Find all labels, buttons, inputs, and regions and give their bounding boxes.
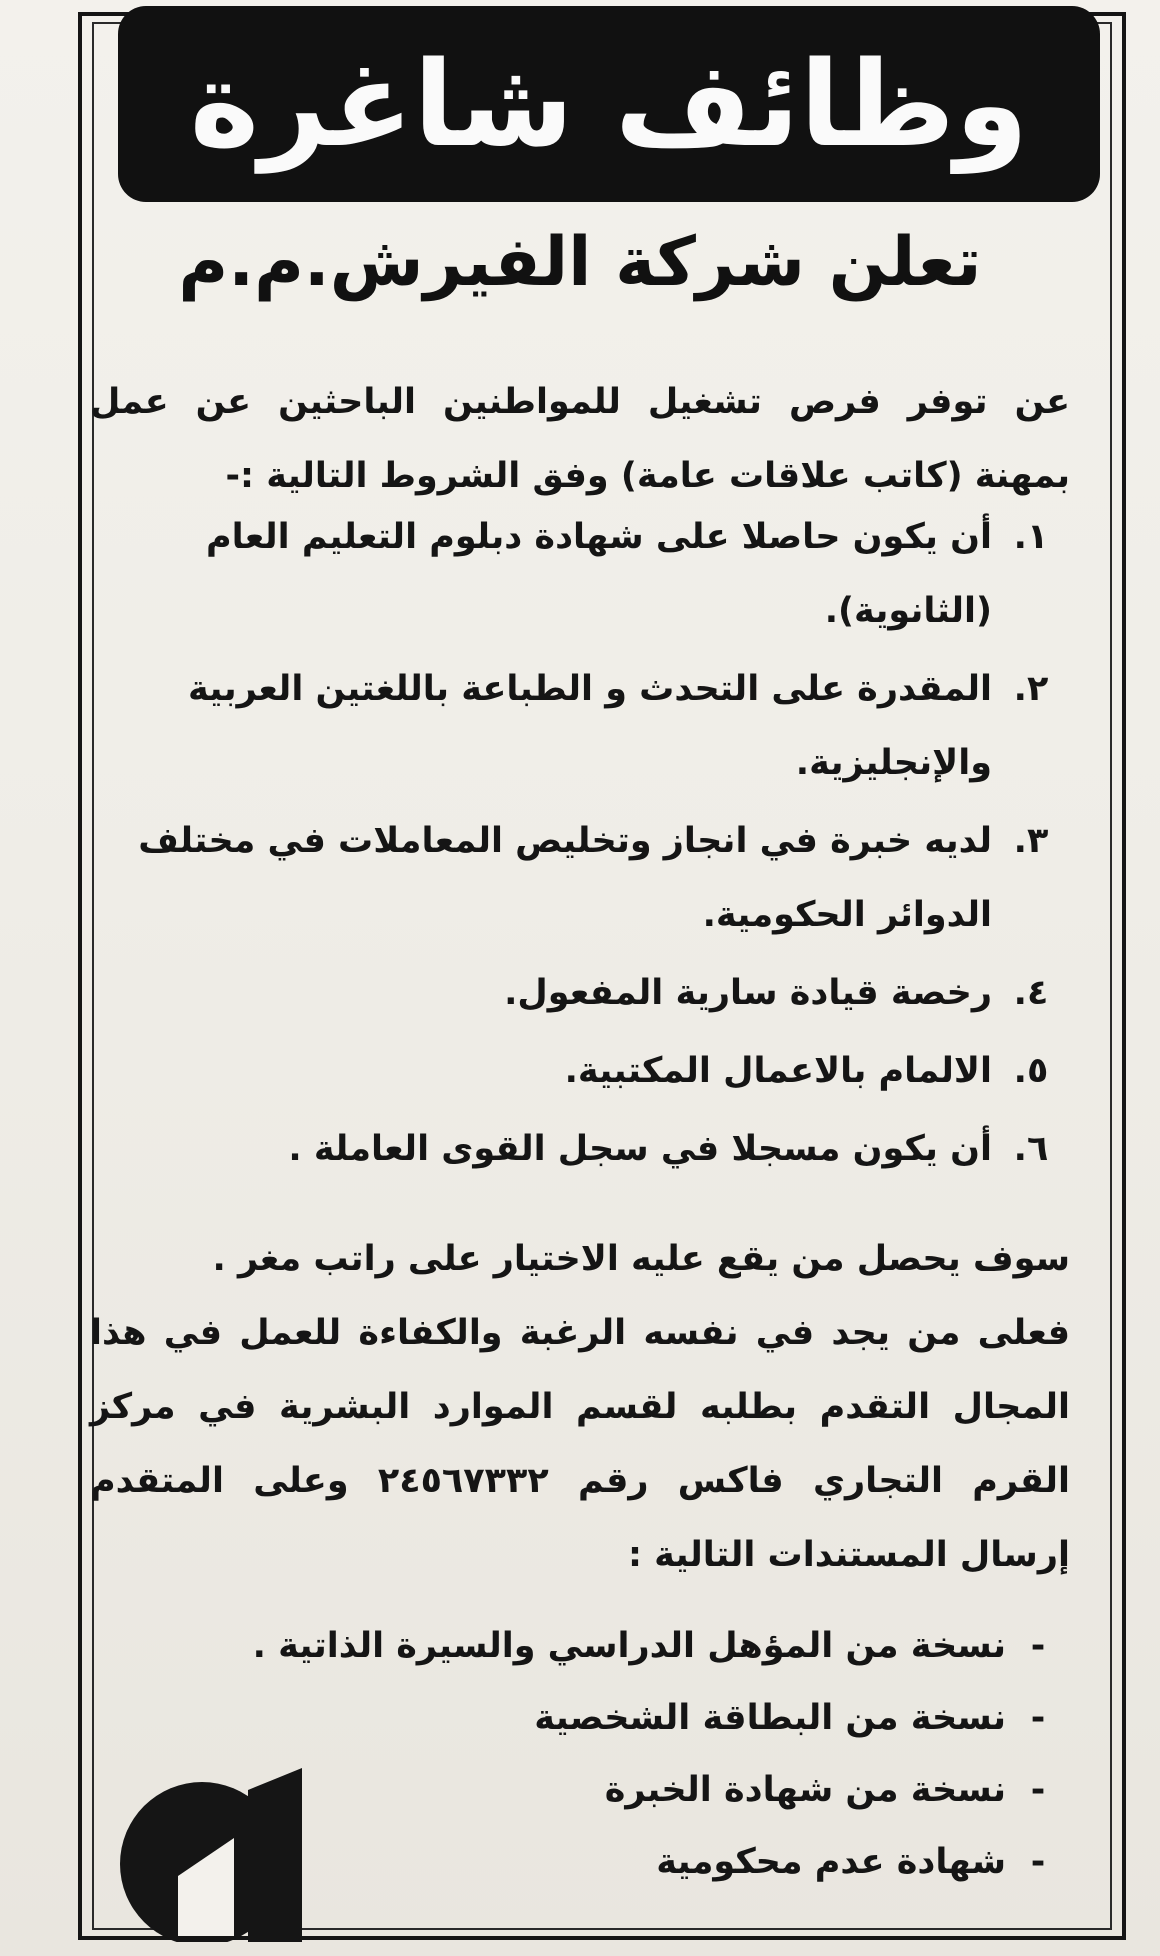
condition-item xyxy=(90,1034,1070,1108)
document-text: نسخة من البطاقة الشخصية xyxy=(534,1698,1006,1738)
condition-item xyxy=(90,652,1070,800)
intro-paragraph: عن توفر فرص تشغيل للمواطنين الباحثين عن عمل بمهنة (كاتب علاقات عامة) وفق الشروط التالية :- xyxy=(90,382,1070,496)
vacancies-banner xyxy=(118,6,1100,202)
condition-text: رخصة قيادة سارية المفعول. xyxy=(504,973,992,1013)
condition-number: ٢. xyxy=(1013,669,1049,709)
condition-number: ٤. xyxy=(1013,973,1049,1013)
condition-item xyxy=(90,1112,1070,1186)
document-dash: - xyxy=(1030,1698,1046,1738)
document-item xyxy=(190,1610,1070,1682)
condition-text: لديه خبرة في انجاز وتخليص المعاملات في مختلف الدوائر الحكومية. xyxy=(138,821,992,935)
document-text: نسخة من المؤهل الدراسي والسيرة الذاتية . xyxy=(252,1626,1006,1666)
condition-text: أن يكون حاصلا على شهادة دبلوم التعليم العام (الثانوية). xyxy=(205,517,992,631)
condition-item xyxy=(90,956,1070,1030)
condition-item xyxy=(90,500,1070,648)
condition-text: الالمام بالاعمال المكتبية. xyxy=(564,1051,992,1091)
condition-number: ٦. xyxy=(1013,1129,1049,1169)
company-heading: تعلن شركة الفيرش.م.م xyxy=(178,223,982,302)
documents-list xyxy=(190,1610,1070,1898)
condition-number: ٣. xyxy=(1013,821,1049,861)
publisher-logo-icon xyxy=(108,1768,302,1942)
document-dash: - xyxy=(1030,1626,1046,1666)
document-item xyxy=(190,1826,1070,1898)
condition-item xyxy=(90,804,1070,952)
application-instructions: فعلى من يجد في نفسه الرغبة والكفاءة للعمل في هذا المجال التقدم بطلبه لقسم الموارد البشرية في مركز القرم التجاري فاكس رقم ٢٤٥٦٧٣٣٢ وعلى المتقدم إرسال المستندات التالية : xyxy=(90,1313,1070,1575)
closing-section xyxy=(90,1222,1070,1592)
condition-number: ١. xyxy=(1013,517,1049,557)
document-dash: - xyxy=(1030,1842,1046,1882)
banner-title: وظائف شاغرة xyxy=(189,35,1029,173)
salary-line: سوف يحصل من يقع عليه الاختيار على راتب مغر . xyxy=(212,1239,1070,1279)
document-dash: - xyxy=(1030,1770,1046,1810)
document-text: شهادة عدم محكومية xyxy=(656,1842,1006,1882)
condition-text: المقدرة على التحدث و الطباعة باللغتين العربية والإنجليزية. xyxy=(188,669,992,783)
document-item xyxy=(190,1682,1070,1754)
condition-text: أن يكون مسجلا في سجل القوى العاملة . xyxy=(288,1129,992,1169)
document-item xyxy=(190,1754,1070,1826)
document-text: نسخة من شهادة الخبرة xyxy=(604,1770,1006,1810)
conditions-list xyxy=(90,500,1070,1190)
condition-number: ٥. xyxy=(1013,1051,1049,1091)
